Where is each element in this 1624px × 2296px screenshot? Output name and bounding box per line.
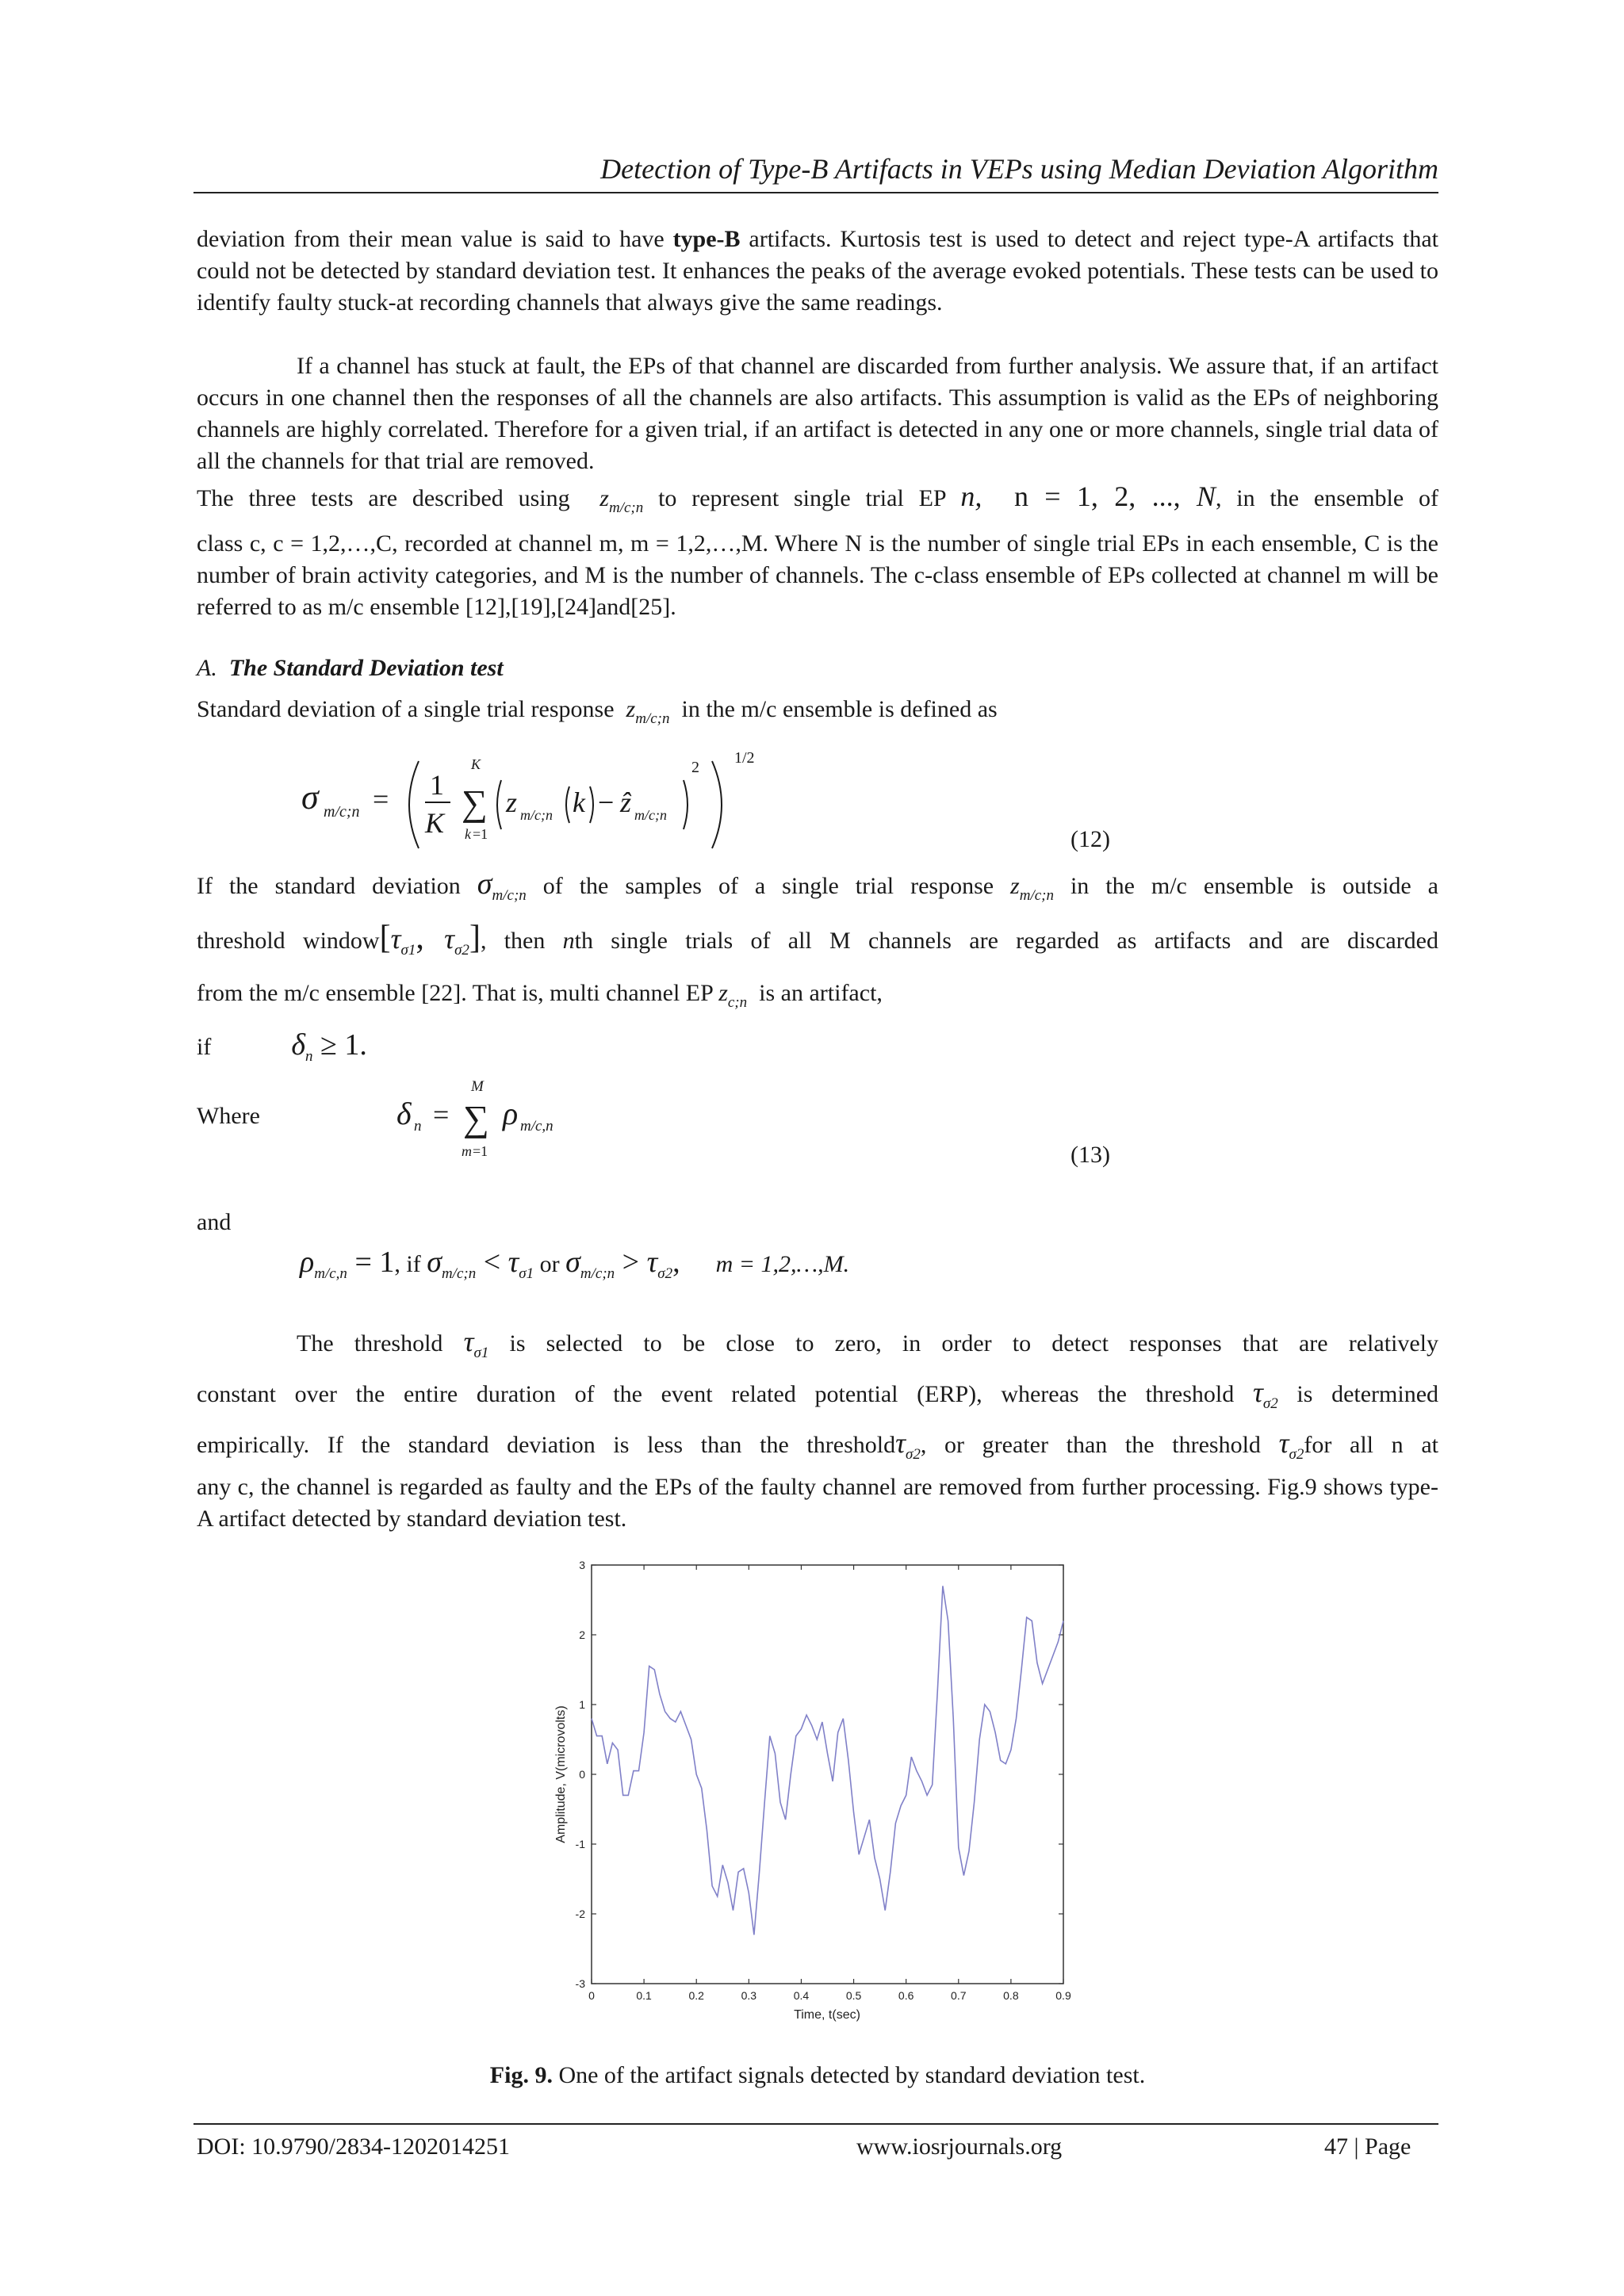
math-sigma-gt-tau2: $\sigma_{m/c;n} > \tau_{\sigma 2}$, bbox=[565, 1246, 680, 1282]
equation-13-number: (13) bbox=[1071, 1142, 1110, 1168]
x-tick-label: 0.6 bbox=[898, 1989, 914, 2002]
math-z-mcn: $z_{m/c;n}$ bbox=[584, 485, 644, 516]
x-tick-label: 0 bbox=[588, 1989, 595, 2002]
thresh-line-2 bbox=[197, 1376, 1438, 1420]
math-sigma-mcn: $\sigma_{m/c;n}$ bbox=[477, 867, 527, 904]
thresh-text-a: The threshold bbox=[297, 1330, 443, 1357]
math-tau-sigma2-c: $\tau_{\sigma 2}$ bbox=[1278, 1427, 1304, 1463]
paragraph-1-text-b: artifacts. Kurtosis test is used to detect and reject type-A artifacts that could not be detected by standard deviation test. It enhances the peaks of the average evoked potentials. These tests can be used to identify faulty stuck-at recording channels that always give the same readings. bbox=[197, 226, 1438, 316]
sd-intro-lead: Standard deviation of a single trial response bbox=[197, 696, 615, 722]
svg-text:=: = bbox=[373, 783, 389, 815]
y-tick-label: -3 bbox=[575, 1977, 585, 1990]
paragraph-1-text-a: deviation from their mean value is said to have bbox=[197, 226, 673, 252]
para3-mid: to represent single trial EP bbox=[658, 485, 946, 511]
para3-trail: , in the ensemble of bbox=[1215, 485, 1439, 511]
svg-text:∑: ∑ bbox=[462, 783, 488, 823]
x-tick-label: 0.3 bbox=[741, 1989, 757, 2002]
svg-text:m/c;n: m/c;n bbox=[520, 807, 553, 823]
svg-text:m/c,n: m/c,n bbox=[520, 1118, 553, 1135]
math-z-mcn-2: $z_{m/c;n}$ bbox=[620, 696, 670, 727]
section-letter: A. bbox=[197, 655, 217, 681]
svg-text:m/c;n: m/c;n bbox=[634, 807, 667, 823]
math-threshold-window: [$\tau_{\sigma 1}$, $\tau_{\sigma 2}$] bbox=[379, 920, 481, 959]
paragraph-2 bbox=[197, 350, 1438, 477]
math-delta-n-geq-1: $\delta_n \ge 1$. bbox=[291, 1028, 367, 1065]
svg-text:z: z bbox=[506, 786, 518, 818]
svg-text:σ: σ bbox=[301, 778, 319, 817]
sd-line-1 bbox=[197, 868, 1438, 912]
if-line bbox=[197, 1029, 1438, 1073]
sd-intro-trail: in the m/c ensemble is defined as bbox=[681, 696, 998, 722]
y-tick-label: -1 bbox=[575, 1838, 585, 1850]
x-axis-label: Time, t(sec) bbox=[794, 2008, 860, 2022]
x-tick-label: 0.4 bbox=[793, 1989, 810, 2002]
svg-text:k: k bbox=[573, 786, 585, 818]
sd-text-c: in the m/c ensemble is outside a bbox=[1070, 873, 1438, 899]
svg-text:1: 1 bbox=[430, 769, 444, 801]
svg-text:ẑ: ẑ bbox=[620, 786, 632, 818]
equation-12-number: (12) bbox=[1071, 826, 1110, 852]
svg-text:m: m bbox=[462, 1143, 472, 1159]
sd-text-f: th single trials of all M channels are regarded as artifacts and are discarded bbox=[574, 928, 1439, 954]
svg-text:1/2: 1/2 bbox=[734, 749, 755, 767]
svg-text:m/c;n: m/c;n bbox=[324, 803, 360, 821]
sd-text-e: , then bbox=[480, 928, 546, 954]
if-word: if bbox=[197, 1034, 212, 1060]
sd-text-h: is an artifact, bbox=[759, 980, 883, 1006]
paragraph-1-bold: type-B bbox=[672, 226, 741, 252]
caption-text: One of the artifact signals detected by standard deviation test. bbox=[552, 2062, 1146, 2088]
and-line bbox=[197, 1207, 1438, 1238]
y-tick-label: -2 bbox=[575, 1908, 585, 1920]
equation-12-graphic bbox=[300, 745, 791, 864]
equation-13 bbox=[396, 1078, 603, 1165]
sd-text-e-italic: n bbox=[562, 928, 575, 954]
math-z-cn: $z_{c;n}$ bbox=[718, 980, 748, 1011]
svg-text:=1: =1 bbox=[473, 826, 488, 842]
where-line bbox=[197, 1100, 1438, 1132]
section-heading bbox=[197, 652, 504, 684]
x-tick-label: 0.8 bbox=[1003, 1989, 1019, 2002]
footer-page: 47 | Page bbox=[1324, 2133, 1411, 2160]
figure-caption bbox=[197, 2060, 1438, 2091]
math-rho-eq-1: $\rho_{m/c,n} = 1$ bbox=[300, 1246, 395, 1282]
equation-13-graphic bbox=[396, 1078, 603, 1165]
math-z-mcn-3: $z_{m/c;n}$ bbox=[1010, 873, 1054, 904]
math-tau-sigma2-b: $\tau_{\sigma 2}$ bbox=[895, 1427, 921, 1463]
sd-text-b: of the samples of a single trial response bbox=[542, 873, 994, 899]
math-tau-sigma1: $\tau_{\sigma 1}$ bbox=[463, 1326, 489, 1361]
svg-text:−: − bbox=[598, 786, 615, 818]
thresh-text-b: is selected to be close to zero, in order to detect responses that are relatively bbox=[509, 1330, 1439, 1357]
thresh-text-c: constant over the entire duration of the event related potential (ERP), whereas the threshold bbox=[197, 1381, 1235, 1407]
thresh-text-e: empirically. If the standard deviation is less than the threshold bbox=[197, 1432, 896, 1458]
sd-intro-line bbox=[197, 694, 1438, 735]
svg-text:ρ: ρ bbox=[503, 1096, 519, 1131]
math-n-range: n, n = 1, 2, ..., N bbox=[960, 480, 1216, 512]
x-tick-label: 0.5 bbox=[845, 1989, 862, 2002]
y-tick-label: 3 bbox=[579, 1560, 585, 1571]
thresh-line-1 bbox=[197, 1326, 1438, 1369]
sd-line-2 bbox=[197, 922, 1438, 966]
thresh-line-3 bbox=[197, 1427, 1438, 1471]
x-tick-label: 0.7 bbox=[951, 1989, 967, 2002]
svg-text:k: k bbox=[465, 826, 471, 842]
header-rule bbox=[193, 192, 1438, 193]
x-tick-label: 0.2 bbox=[688, 1989, 704, 2002]
math-tau-sigma2: $\tau_{\sigma 2}$ bbox=[1252, 1376, 1278, 1412]
paragraph-1 bbox=[197, 224, 1438, 319]
running-header: Detection of Type-B Artifacts in VEPs using Median Deviation Algorithm bbox=[600, 153, 1438, 185]
sd-text-a: If the standard deviation bbox=[197, 873, 461, 899]
paragraph-3-rest: class c, c = 1,2,…,C, recorded at channel m, m = 1,2,…,M. Where N is the number of single trial EPs in each ensemble, C is the number of brain activity categories, and M is the number of channels. The c-class ensemble of EPs collected at channel m will be referred to as m/c ensemble [12],[19],[24]and[25]. bbox=[197, 530, 1438, 620]
figure-9-chart bbox=[552, 1560, 1075, 2028]
svg-text:K: K bbox=[425, 807, 445, 839]
footer-doi: DOI: 10.9790/2834-1202014251 bbox=[197, 2133, 510, 2160]
sd-text-g: from the m/c ensemble [22]. That is, multi channel EP bbox=[197, 980, 713, 1006]
svg-text:2: 2 bbox=[691, 759, 699, 776]
math-sigma-lt-tau1: $\sigma_{m/c;n} < \tau_{\sigma 1}$ bbox=[427, 1246, 534, 1282]
plot-frame bbox=[592, 1565, 1063, 1984]
thresh-rest: any c, the channel is regarded as faulty and the EPs of the faulty channel are removed from further processing. Fig.9 shows type-A artifact detected by standard deviation test. bbox=[197, 1474, 1438, 1532]
x-tick-label: 0.9 bbox=[1055, 1989, 1071, 2002]
para3-line1 bbox=[197, 480, 1438, 524]
and-word: and bbox=[197, 1209, 232, 1235]
svg-text:M: M bbox=[471, 1078, 484, 1095]
svg-text:n: n bbox=[414, 1118, 422, 1135]
y-tick-label: 0 bbox=[579, 1768, 585, 1781]
para3-lead: The three tests are described using bbox=[197, 485, 570, 511]
paragraph-2-text: If a channel has stuck at fault, the EPs of that channel are discarded from further analysis. We assure that, if an artifact occurs in one channel then the responses of all the channels are also artifacts. This assumption is valid as the EPs of neighboring channels are highly correlated. Therefore for a given trial, if an artifact is detected in any one or more channels, single trial data of all the channels for that trial are removed. bbox=[197, 353, 1438, 474]
equation-12 bbox=[300, 745, 791, 864]
svg-text:=1: =1 bbox=[473, 1143, 488, 1159]
footer-site: www.iosrjournals.org bbox=[856, 2133, 1063, 2160]
thresh-text-d: is determined bbox=[1297, 1381, 1439, 1407]
thresh-text-g: for all n at bbox=[1304, 1432, 1439, 1458]
svg-text:δ: δ bbox=[396, 1096, 412, 1131]
svg-text:=: = bbox=[433, 1099, 450, 1131]
rho-condition bbox=[300, 1246, 1093, 1290]
thresh-text-f: , or greater than the threshold bbox=[920, 1432, 1261, 1458]
figure-9 bbox=[552, 1560, 1075, 2028]
svg-text:∑: ∑ bbox=[463, 1098, 489, 1138]
where-word: Where bbox=[197, 1103, 260, 1129]
sd-text-d: threshold window bbox=[197, 928, 380, 954]
rho-cond-or: or bbox=[539, 1251, 560, 1277]
x-tick-label: 0.1 bbox=[636, 1989, 652, 2002]
rho-cond-range: m = 1,2,…,M. bbox=[715, 1251, 850, 1277]
sd-line-3 bbox=[197, 978, 1438, 1019]
rho-cond-if: , if bbox=[394, 1251, 421, 1277]
footer-rule bbox=[193, 2123, 1438, 2125]
y-tick-label: 2 bbox=[579, 1628, 585, 1641]
y-axis-label: Amplitude, V(microvolts) bbox=[554, 1705, 568, 1843]
svg-text:K: K bbox=[471, 756, 481, 772]
caption-label: Fig. 9. bbox=[489, 2062, 553, 2088]
y-tick-label: 1 bbox=[579, 1698, 585, 1711]
section-title: The Standard Deviation test bbox=[228, 655, 504, 681]
